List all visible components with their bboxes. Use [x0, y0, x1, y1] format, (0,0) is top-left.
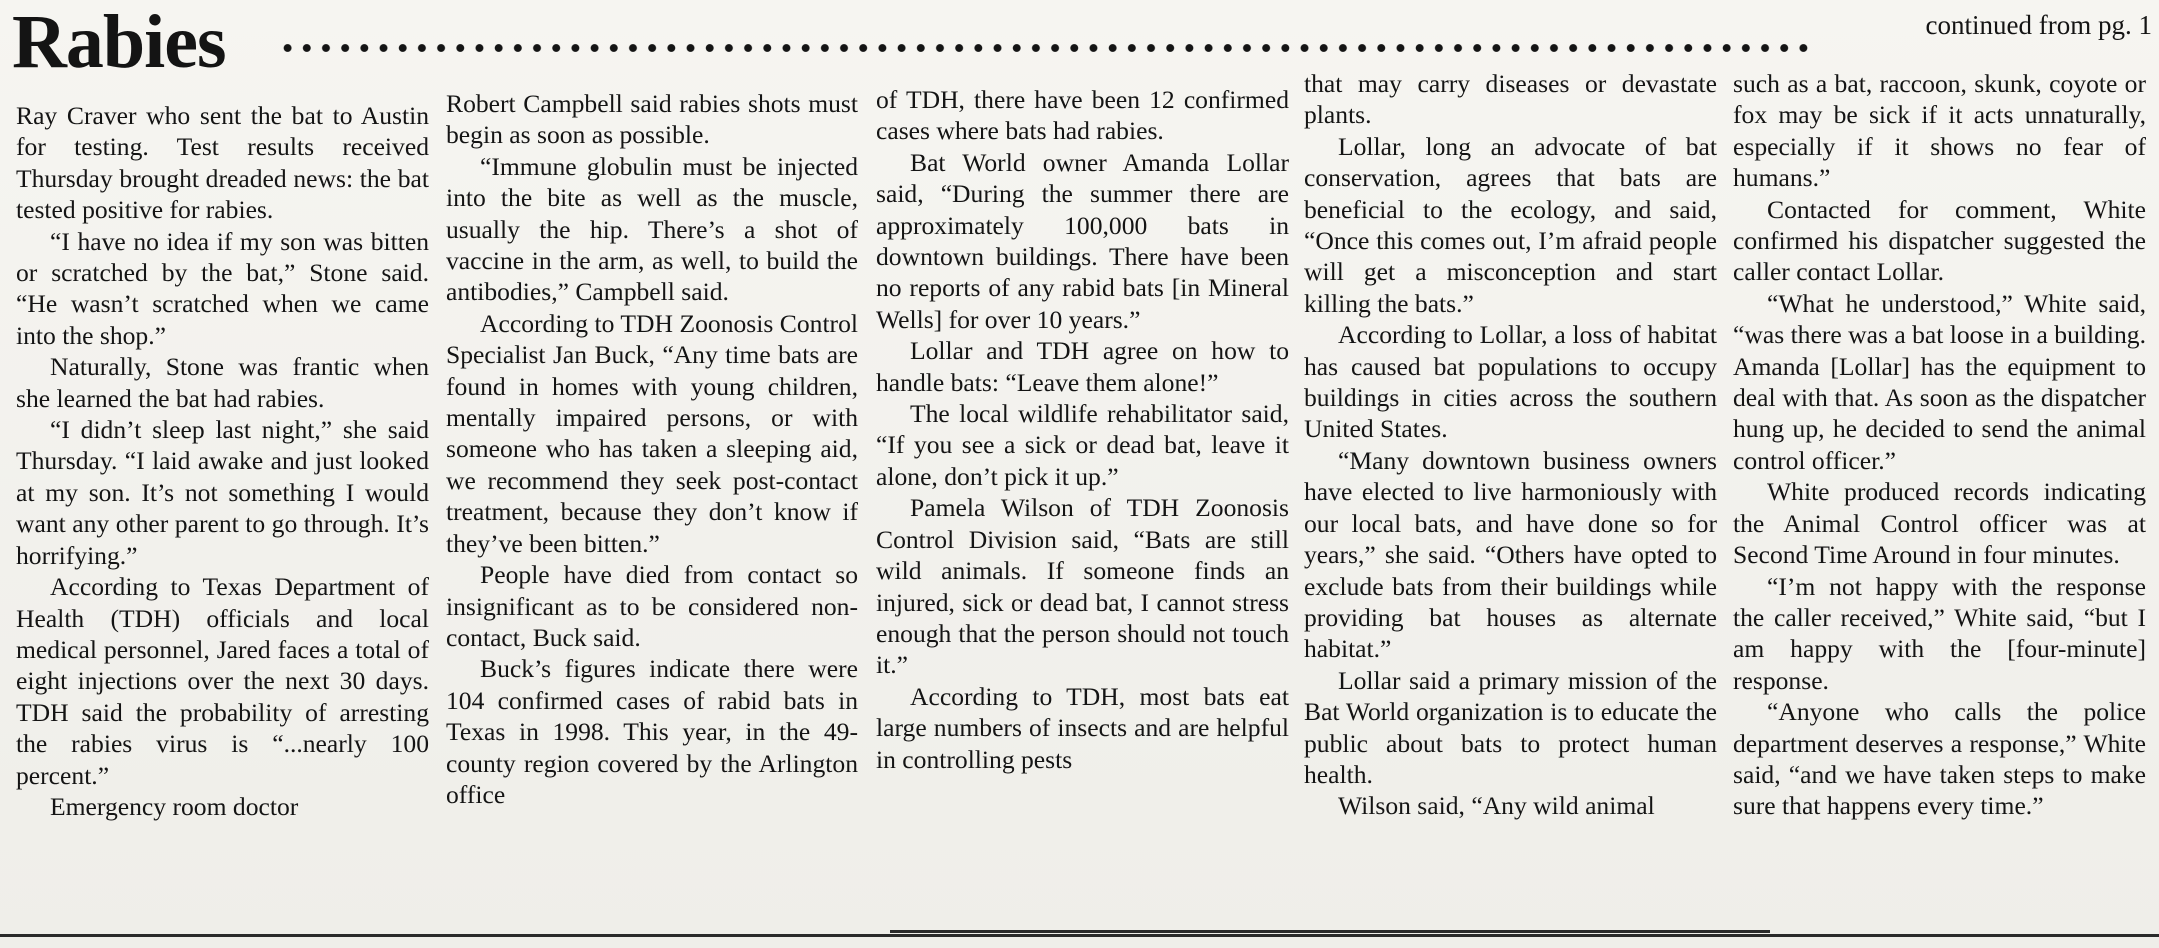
article-column-4 [1304, 68, 1717, 908]
article-paragraph: Emergency room doctor [50, 791, 299, 821]
article-paragraph: Lollar said a primary mission of the Bat World organization is to educate the public about bats to protect human health. [1304, 665, 1717, 789]
continued-note: continued from pg. 1 [1925, 10, 2152, 40]
article-paragraph: Wilson said, “Any wild animal [1338, 791, 1655, 821]
article-paragraph: People have died from contact so insignificant as to be considered non-contact, Buck said. [446, 560, 858, 652]
article-paragraph: that may carry diseases or devastate plants. [1304, 69, 1717, 130]
article-paragraph: “What he understood,” White said, “was there was a bat loose in a building. Amanda [Lollar] has the equipment to deal with that. As soon as the dispatcher hung up, he decided to send the animal control officer.” [1733, 288, 2146, 475]
article-paragraph: Lollar, long an advocate of bat conservation, agrees that bats are beneficial to the ecology, and said, “Once this comes out, I’m afraid people will get a misconception and start killing the bats.” [1304, 131, 1717, 318]
article-paragraph: Robert Campbell said rabies shots must begin as soon as possible. [446, 89, 858, 150]
dot-leader [278, 42, 1818, 54]
article-paragraph: According to Texas Department of Health (TDH) officials and local medical personnel, Jared faces a total of eight injections over the next 30 days. TDH said the probability of arresting the rabies virus is “...nearly 100 percent.” [16, 572, 429, 790]
article-paragraph: of TDH, there have been 12 confirmed cases where bats had rabies. [876, 85, 1289, 146]
headline: Rabies [12, 0, 226, 84]
column-rule [890, 930, 1770, 933]
article-paragraph: “Anyone who calls the police department deserves a response,” White said, “and we have taken steps to make sure that happens every time.” [1733, 697, 2146, 821]
bottom-rule [0, 934, 2159, 937]
article-paragraph: Naturally, Stone was frantic when she learned the bat had rabies. [16, 352, 429, 413]
article-column-3 [876, 84, 1289, 924]
article-paragraph: “I didn’t sleep last night,” she said Thursday. “I laid awake and just looked at my son. It’s not something I would want any other parent to go through. It’s horrifying.” [16, 415, 429, 570]
article-paragraph: According to TDH, most bats eat large numbers of insects and are helpful in controlling pests [876, 681, 1289, 774]
article-column-2 [446, 88, 858, 928]
article-paragraph: Lollar and TDH agree on how to handle bats: “Leave them alone!” [876, 336, 1289, 397]
article-paragraph: Bat World owner Amanda Lollar said, “During the summer there are approximately 100,000 bats in downtown buildings. There have been no reports of any rabid bats [in Mineral Wells] for over 10 years.” [876, 147, 1289, 334]
article-paragraph: Contacted for comment, White confirmed his dispatcher suggested the caller contact Lollar. [1733, 194, 2146, 287]
article-paragraph: “I’m not happy with the response the caller received,” White said, “but I am happy with the [four-minute] response. [1733, 571, 2146, 695]
article-paragraph: Pamela Wilson of TDH Zoonosis Control Division said, “Bats are still wild animals. If someone finds an injured, sick or dead bat, I cannot stress enough that the person should not touch it.” [876, 493, 1289, 680]
article-paragraph: “Many downtown business owners have elected to live harmoniously with our local bats, and have done so for years,” she said. “Others have opted to exclude bats from their buildings while providing bat houses as alternate habitat.” [1304, 445, 1717, 664]
article-paragraph: White produced records indicating the Animal Control officer was at Second Time Around in four minutes. [1733, 477, 2146, 570]
article-paragraph: such as a bat, raccoon, skunk, coyote or fox may be sick if it acts unnaturally, especially if it shows no fear of humans.” [1733, 69, 2146, 193]
article-paragraph: According to TDH Zoonosis Control Specialist Jan Buck, “Any time bats are found in homes with young children, mentally impaired persons, or with someone who has taken a sleeping aid, we recommend they seek post-contact treatment, because they don’t know if they’ve been bitten.” [446, 308, 858, 558]
article-paragraph: “Immune globulin must be injected into the bite as well as the muscle, usually the hip. There’s a shot of vaccine in the arm, as well, to build the antibodies,” Campbell said. [446, 151, 858, 307]
article-column-5 [1733, 68, 2146, 908]
article-paragraph: Buck’s figures indicate there were 104 confirmed cases of rabid bats in Texas in 1998. This year, in the 49-county region covered by the Arlington office [446, 654, 858, 809]
article-paragraph: “I have no idea if my son was bitten or scratched by the bat,” Stone said. “He wasn’t scratched when we came into the shop.” [16, 226, 429, 350]
article-column-1 [16, 100, 429, 940]
article-paragraph: The local wildlife rehabilitator said, “If you see a sick or dead bat, leave it alone, don’t pick it up.” [876, 399, 1289, 491]
article-paragraph: According to Lollar, a loss of habitat has caused bat populations to occupy buildings in cities across the southern United States. [1304, 320, 1717, 444]
article-paragraph: Ray Craver who sent the bat to Austin for testing. Test results received Thursday brought dreaded news: the bat tested positive for rabies. [16, 101, 429, 225]
